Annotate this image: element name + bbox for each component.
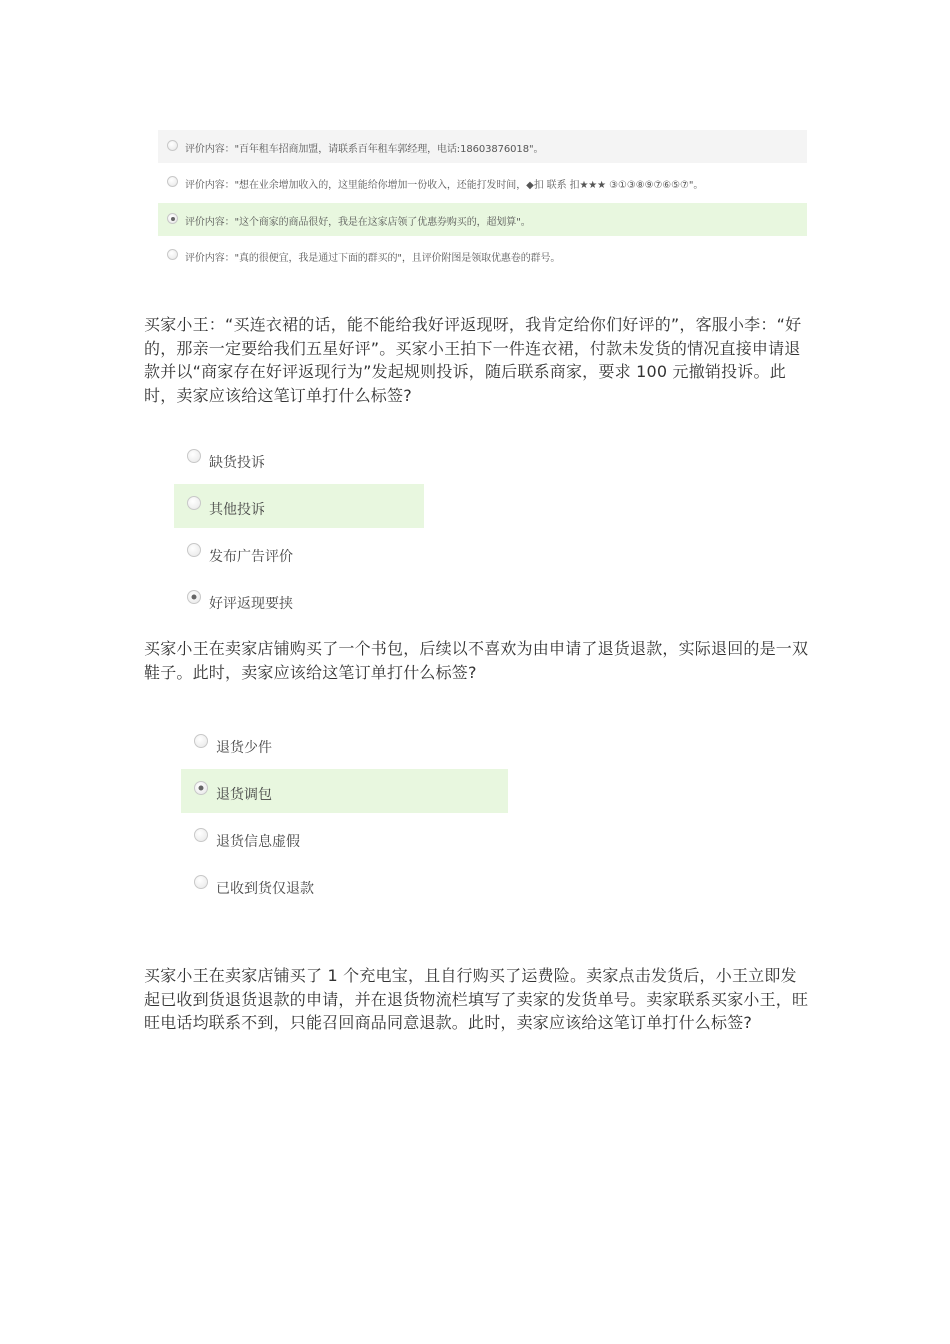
review-option-label: 评价内容："想在业余增加收入的，这里能给你增加一份收入，还能打发时间，◆扣 联系 扣★★★ ③①③⑧⑨⑦⑥⑤⑦"。 <box>185 180 704 191</box>
option-label: 好评返现要挟 <box>209 596 293 612</box>
radio-button[interactable] <box>187 496 201 510</box>
review-option-1[interactable] <box>158 130 807 163</box>
q2-option-1[interactable] <box>181 722 508 766</box>
radio-button[interactable] <box>194 828 208 842</box>
radio-button[interactable] <box>194 875 208 889</box>
q2-option-3[interactable] <box>181 816 508 860</box>
radio-button[interactable] <box>187 543 201 557</box>
q2-option-4[interactable] <box>181 863 508 907</box>
option-label: 退货信息虚假 <box>216 834 300 850</box>
review-option-label: 评价内容："这个商家的商品很好，我是在这家店领了优惠券购买的，超划算"。 <box>185 217 531 228</box>
q1-option-2[interactable] <box>174 484 424 528</box>
radio-button[interactable] <box>187 449 201 463</box>
q1-option-1[interactable] <box>174 437 424 481</box>
q2-option-2[interactable] <box>181 769 508 813</box>
radio-button[interactable] <box>167 249 178 260</box>
option-label: 缺货投诉 <box>209 455 265 471</box>
review-option-label: 评价内容："百年租车招商加盟，请联系百年租车郭经理，电话:18603876018"。 <box>185 144 544 155</box>
option-label: 发布广告评价 <box>209 549 293 565</box>
question-1-text: 买家小王：“买连衣裙的话，能不能给我好评返现呀，我肯定给你们好评的”，客服小李：“好的，那亲一定要给我们五星好评”。买家小王拍下一件连衣裙，付款未发货的情况直接申请退款并以“商家存在好评返现行为”发起规则投诉，随后联系商家，要求 100 元撤销投诉。此时，卖家应该给这笔订单打什么标签? <box>144 315 802 405</box>
question-2-text: 买家小王在卖家店铺购买了一个书包，后续以不喜欢为由申请了退货退款，实际退回的是一双鞋子。此时，卖家应该给这笔订单打什么标签? <box>144 639 809 682</box>
q1-option-4[interactable] <box>174 578 424 622</box>
option-label: 退货少件 <box>216 740 272 756</box>
question-3-text: 买家小王在卖家店铺买了 1 个充电宝，且自行购买了运费险。卖家点击发货后，小王立即发起已收到货退货退款的申请，并在退货物流栏填写了卖家的发货单号。卖家联系买家小王，旺旺电话均联系不到，只能召回商品同意退款。此时，卖家应该给这笔订单打什么标签? <box>144 966 809 1032</box>
radio-button[interactable] <box>167 176 178 187</box>
radio-button-selected[interactable] <box>194 781 208 795</box>
radio-button-selected[interactable] <box>167 213 178 224</box>
review-option-label: 评价内容："真的很便宜，我是通过下面的群买的"，且评价附图是领取优惠卷的群号。 <box>185 253 561 264</box>
radio-button[interactable] <box>167 140 178 151</box>
q1-option-3[interactable] <box>174 531 424 575</box>
review-option-3[interactable] <box>158 203 807 236</box>
option-label: 已收到货仅退款 <box>216 881 314 897</box>
review-option-2[interactable] <box>158 166 807 199</box>
radio-button-selected[interactable] <box>187 590 201 604</box>
option-label: 其他投诉 <box>209 502 265 518</box>
radio-button[interactable] <box>194 734 208 748</box>
option-label: 退货调包 <box>216 787 272 803</box>
review-option-4[interactable] <box>158 239 807 272</box>
